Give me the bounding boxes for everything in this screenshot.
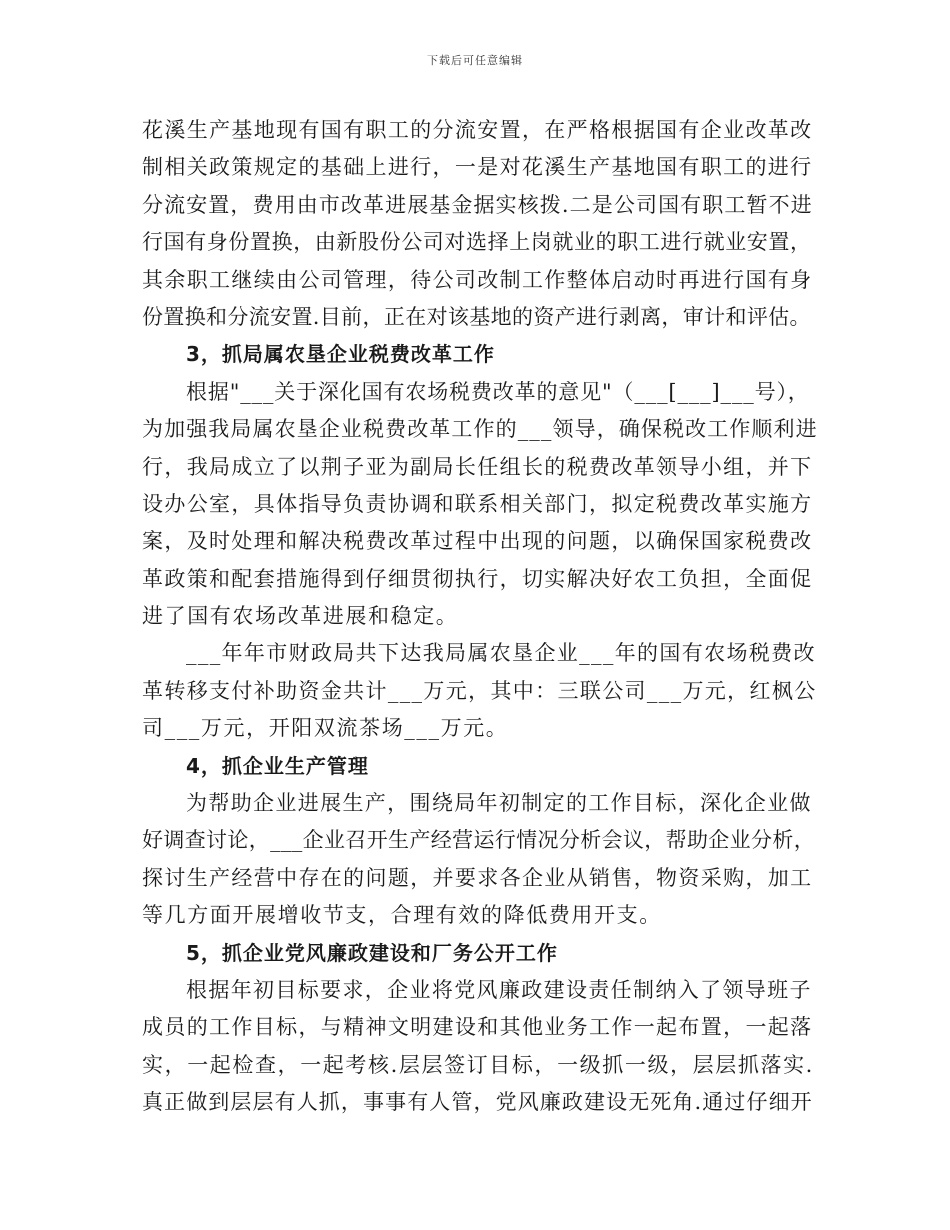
- text-line: 其余职工继续由公司管理，待公司改制工作整体启动时再进行国有身: [142, 267, 813, 292]
- text-line: 为帮助企业进展生产，围绕局年初制定的工作目标，深化企业做: [186, 791, 812, 816]
- text-line: 根据"___关于深化国有农场税费改革的意见"（___[___]___号），: [186, 379, 810, 404]
- text-line: 根据年初目标要求，企业将党风廉政建设责任制纳入了领导班子: [186, 977, 812, 1002]
- text-line: 行，我局成立了以荆子亚为副局长任组长的税费改革领导小组，并下: [142, 454, 813, 479]
- text-line: ___年年市财政局共下达我局属农垦企业___年的国有农场税费改: [186, 641, 816, 666]
- text-line: 等几方面开展增收节支，合理有效的降低费用开支。: [142, 903, 662, 928]
- text-line: 行国有身份置换，由新股份公司对选择上岗就业的职工进行就业安置，: [142, 230, 812, 255]
- text-line: 设办公室，具体指导负责协调和联系相关部门，拟定税费改革实施方: [142, 491, 813, 516]
- text-line: 为加强我局属农垦企业税费改革工作的___领导，确保税改工作顺利进: [142, 417, 818, 442]
- text-line: 革政策和配套措施得到仔细贯彻执行，切实解决好农工负担，全面促: [142, 566, 813, 591]
- text-line: 成员的工作目标，与精神文明建设和其他业务工作一起布置，一起落: [142, 1015, 813, 1040]
- text-line: 案，及时处理和解决税费改革过程中出现的问题，以确保国家税费改: [142, 529, 813, 554]
- text-line: 真正做到层层有人抓，事事有人管，党风廉政建设无死角.通过仔细开: [142, 1090, 813, 1115]
- text-line: 实，一起检查，一起考核.层层签订目标，一级抓一级，层层抓落实.: [142, 1052, 814, 1077]
- section-heading: 3，抓局属农垦企业税费改革工作: [186, 342, 495, 367]
- text-line: 好调查讨论，___企业召开生产经营运行情况分析会议，帮助企业分析，: [142, 828, 816, 853]
- page-header: 下载后可任意编辑: [427, 54, 523, 67]
- text-line: 探讨生产经营中存在的问题，并要求各企业从销售，物资采购，加工: [142, 865, 813, 890]
- text-line: 进了国有农场改革进展和稳定。: [142, 604, 459, 629]
- text-line: 分流安置，费用由市改革进展基金据实核拨.二是公司国有职工暂不进: [142, 192, 813, 217]
- text-line: 份置换和分流安置.目前，正在对该基地的资产进行剥离，审计和评估。: [142, 304, 811, 329]
- section-heading: 4，抓企业生产管理: [186, 753, 369, 778]
- text-line: 司___万元，开阳双流茶场___万元。: [142, 716, 509, 741]
- text-line: 花溪生产基地现有国有职工的分流安置，在严格根据国有企业改革改: [142, 118, 813, 142]
- text-line: 革转移支付补助资金共计___万元，其中：三联公司___万元，红枫公: [142, 678, 817, 703]
- section-heading: 5，抓企业党风廉政建设和厂务公开工作: [186, 940, 558, 965]
- document-body: [142, 112, 818, 1122]
- text-line: 制相关政策规定的基础上进行，一是对花溪生产基地国有职工的进行: [142, 155, 813, 180]
